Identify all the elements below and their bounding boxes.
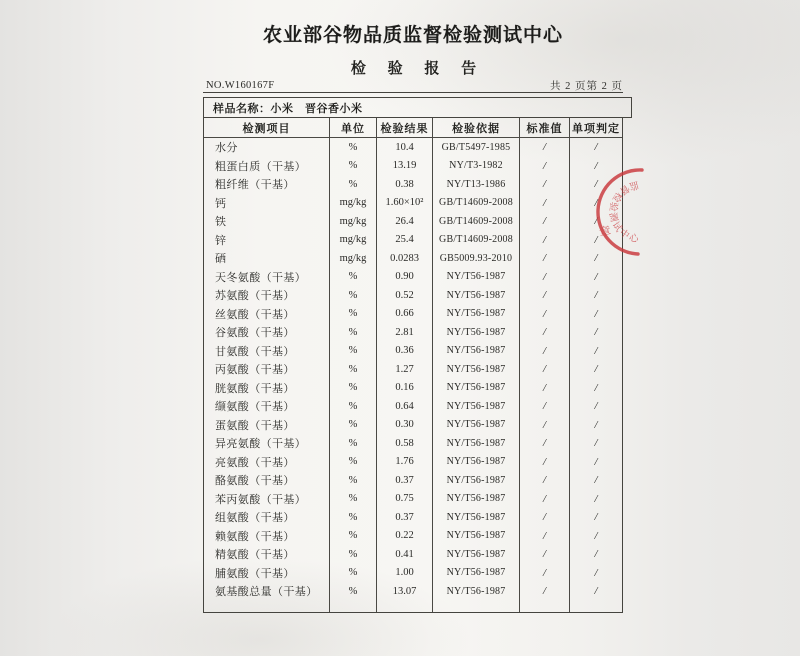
row-item-name: 谷氨酸（干基） [204, 323, 330, 342]
row-item-name: 亮氨酸（干基） [204, 453, 330, 472]
row-item-name: 胱氨酸（干基） [204, 379, 330, 398]
column-header: 单项判定 [570, 118, 622, 138]
row-cell: mg/kg [330, 231, 377, 250]
row-cell: 13.19 [377, 157, 433, 176]
row-cell: 0.0283 [377, 249, 433, 268]
row-cell: % [330, 434, 377, 453]
row-cell: NY/T56-1987 [433, 342, 520, 361]
report-title: 检 验 报 告 [350, 61, 486, 77]
row-cell: % [330, 508, 377, 527]
row-cell: / [520, 249, 570, 268]
row-cell: 10.4 [377, 138, 433, 157]
row-cell: % [330, 490, 377, 509]
row-cell: GB/T5497-1985 [433, 138, 520, 157]
row-cell: % [330, 397, 377, 416]
row-cell: / [520, 342, 570, 361]
row-cell: 0.37 [377, 508, 433, 527]
row-cell: % [330, 305, 377, 324]
row-cell: mg/kg [330, 212, 377, 231]
row-cell: GB/T14609-2008 [433, 212, 520, 231]
row-item-name: 脯氨酸（干基） [204, 564, 330, 583]
row-item-name: 酪氨酸（干基） [204, 471, 330, 490]
row-cell: 1.60×10² [377, 194, 433, 213]
row-cell: / [520, 175, 570, 194]
row-cell: / [520, 157, 570, 176]
row-cell: % [330, 157, 377, 176]
row-item-name: 苯丙氨酸（干基） [204, 490, 330, 509]
row-cell: NY/T56-1987 [433, 527, 520, 546]
row-cell: 0.37 [377, 471, 433, 490]
row-cell: NY/T3-1982 [433, 157, 520, 176]
row-cell: % [330, 268, 377, 287]
row-cell: / [594, 178, 598, 191]
row-cell: 0.52 [377, 286, 433, 305]
row-cell: / [520, 416, 570, 435]
column-header: 检验依据 [433, 118, 520, 138]
row-item-name: 粗蛋白质（干基） [204, 157, 330, 176]
row-cell: NY/T56-1987 [433, 490, 520, 509]
row-item-name: 锌 [204, 231, 330, 250]
filler-cell [520, 601, 570, 613]
filler-cell [433, 601, 520, 613]
row-cell: / [594, 196, 598, 209]
row-cell: / [520, 582, 570, 601]
row-cell: / [594, 233, 598, 246]
row-cell: % [330, 545, 377, 564]
row-cell: / [520, 305, 570, 324]
row-cell: 1.76 [377, 453, 433, 472]
row-item-name: 缬氨酸（干基） [204, 397, 330, 416]
column-header: 检测项目 [204, 118, 330, 138]
row-cell: % [330, 379, 377, 398]
row-cell: NY/T13-1986 [433, 175, 520, 194]
row-cell: / [594, 437, 598, 450]
row-cell: / [520, 397, 570, 416]
row-cell: 0.66 [377, 305, 433, 324]
row-cell: / [520, 379, 570, 398]
row-cell: 2.81 [377, 323, 433, 342]
row-cell: mg/kg [330, 249, 377, 268]
sample-name-label: 样品名称：小米 晋谷香小米 [213, 102, 363, 115]
row-cell: NY/T56-1987 [433, 545, 520, 564]
row-cell: / [594, 307, 598, 320]
row-cell: % [330, 416, 377, 435]
row-cell: / [520, 231, 570, 250]
row-cell: / [594, 381, 598, 394]
row-cell: / [594, 252, 598, 265]
row-cell: NY/T56-1987 [433, 434, 520, 453]
row-item-name: 钙 [204, 194, 330, 213]
row-item-name: 铁 [204, 212, 330, 231]
row-cell: / [520, 564, 570, 583]
row-cell: / [594, 270, 598, 283]
row-item-name: 氨基酸总量（干基） [204, 582, 330, 601]
row-cell: / [594, 455, 598, 468]
row-cell: / [520, 323, 570, 342]
row-cell: % [330, 564, 377, 583]
row-cell: / [520, 434, 570, 453]
row-cell: NY/T56-1987 [433, 379, 520, 398]
row-cell: NY/T56-1987 [433, 268, 520, 287]
row-cell: 1.27 [377, 360, 433, 379]
row-cell: NY/T56-1987 [433, 471, 520, 490]
row-cell: / [520, 453, 570, 472]
row-cell: % [330, 342, 377, 361]
row-cell: 0.75 [377, 490, 433, 509]
row-cell: 25.4 [377, 231, 433, 250]
row-cell: / [594, 566, 598, 579]
row-cell: 0.90 [377, 268, 433, 287]
row-cell: NY/T56-1987 [433, 582, 520, 601]
row-cell: 0.38 [377, 175, 433, 194]
row-cell: 0.22 [377, 527, 433, 546]
row-cell: NY/T56-1987 [433, 305, 520, 324]
row-cell: / [520, 545, 570, 564]
column-header: 单位 [330, 118, 377, 138]
row-cell: NY/T56-1987 [433, 323, 520, 342]
row-cell: 0.64 [377, 397, 433, 416]
row-cell: NY/T56-1987 [433, 564, 520, 583]
filler-cell [330, 601, 377, 613]
report-number: NO.W160167F [206, 80, 275, 91]
row-cell: GB/T14609-2008 [433, 194, 520, 213]
row-cell: / [520, 508, 570, 527]
row-cell: / [520, 194, 570, 213]
row-item-name: 甘氨酸（干基） [204, 342, 330, 361]
row-cell: 1.00 [377, 564, 433, 583]
row-cell: 13.07 [377, 582, 433, 601]
seal-arc-text: 监督检验测试中心 [606, 178, 642, 246]
row-cell: GB/T14609-2008 [433, 231, 520, 250]
row-cell: / [520, 268, 570, 287]
row-cell: 0.30 [377, 416, 433, 435]
row-item-name: 赖氨酸（干基） [204, 527, 330, 546]
row-cell: / [520, 527, 570, 546]
row-item-name: 苏氨酸（干基） [204, 286, 330, 305]
org-title: 农业部谷物品质监督检验测试中心 [262, 25, 563, 46]
filler-cell [377, 601, 433, 613]
row-cell: NY/T56-1987 [433, 286, 520, 305]
sample-name-box [203, 97, 632, 118]
row-item-name: 天冬氨酸（干基） [204, 268, 330, 287]
row-cell: / [520, 360, 570, 379]
row-cell: / [594, 215, 598, 228]
row-item-name: 蛋氨酸（干基） [204, 416, 330, 435]
row-cell: / [594, 363, 598, 376]
filler-cell [570, 601, 622, 613]
row-cell: / [520, 490, 570, 509]
row-cell: / [594, 474, 598, 487]
row-cell: / [594, 159, 598, 172]
row-cell: / [594, 400, 598, 413]
row-item-name: 粗纤维（干基） [204, 175, 330, 194]
row-cell: / [594, 585, 598, 598]
row-cell: / [594, 418, 598, 431]
row-cell: / [594, 141, 598, 154]
row-cell: 26.4 [377, 212, 433, 231]
row-item-name: 异亮氨酸（干基） [204, 434, 330, 453]
row-item-name: 硒 [204, 249, 330, 268]
row-cell: % [330, 286, 377, 305]
row-cell: 0.41 [377, 545, 433, 564]
row-cell: % [330, 527, 377, 546]
row-cell: % [330, 138, 377, 157]
row-cell: / [594, 511, 598, 524]
header-divider [203, 92, 623, 93]
row-cell: / [594, 492, 598, 505]
red-seal-stamp [570, 160, 670, 270]
row-cell: % [330, 453, 377, 472]
row-cell: % [330, 360, 377, 379]
row-cell: mg/kg [330, 194, 377, 213]
results-table [203, 117, 623, 613]
row-item-name: 丝氨酸（干基） [204, 305, 330, 324]
row-item-name: 丙氨酸（干基） [204, 360, 330, 379]
column-header: 检验结果 [377, 118, 433, 138]
row-cell: / [520, 286, 570, 305]
row-cell: NY/T56-1987 [433, 416, 520, 435]
page-count: 共 2 页第 2 页 [550, 81, 623, 92]
row-cell: NY/T56-1987 [433, 453, 520, 472]
row-cell: / [594, 548, 598, 561]
row-cell: NY/T56-1987 [433, 360, 520, 379]
row-cell: / [594, 344, 598, 357]
row-cell: NY/T56-1987 [433, 508, 520, 527]
column-header: 标准值 [520, 118, 570, 138]
row-cell: NY/T56-1987 [433, 397, 520, 416]
row-cell: GB5009.93-2010 [433, 249, 520, 268]
row-cell: / [520, 471, 570, 490]
row-cell: % [330, 471, 377, 490]
row-cell: / [520, 212, 570, 231]
row-cell: / [594, 326, 598, 339]
row-cell: % [330, 323, 377, 342]
row-cell: % [330, 175, 377, 194]
row-cell: / [594, 529, 598, 542]
row-item-name: 精氨酸（干基） [204, 545, 330, 564]
row-cell: 0.16 [377, 379, 433, 398]
row-cell: / [594, 289, 598, 302]
row-cell: 0.58 [377, 434, 433, 453]
row-item-name: 水分 [204, 138, 330, 157]
row-item-name: 组氨酸（干基） [204, 508, 330, 527]
row-cell: / [520, 138, 570, 157]
filler-cell [204, 601, 330, 613]
row-cell: % [330, 582, 377, 601]
row-cell: 0.36 [377, 342, 433, 361]
seal-center-text: 章 [597, 223, 613, 240]
